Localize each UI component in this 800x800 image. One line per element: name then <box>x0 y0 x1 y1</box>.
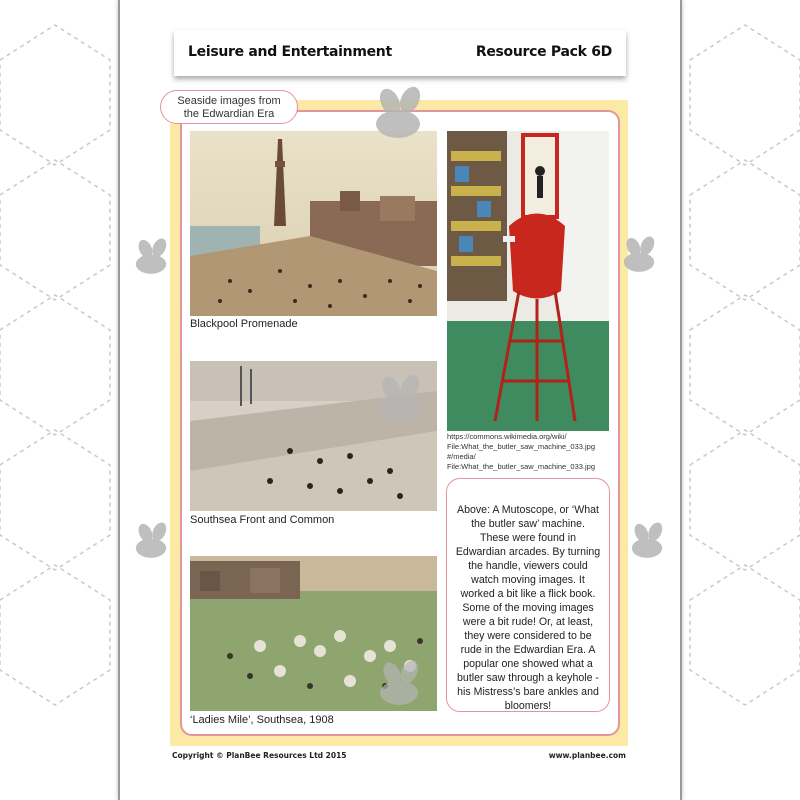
resource-pack-label: Resource Pack 6D <box>475 44 612 60</box>
mutoscope-description: Above: A Mutoscope, or ‘What the butler saw’ machine. These were found in Edwardian arcades. By turning the handle, viewers could watch moving images. It worked a bit like a flick book. Some of the moving images were a bit rude! Or, at least, they were considered to be rude in the Edwardian Era. A popular one showed what a butler saw through a keyhole - his Mistress’s bare ankles and bloomers! <box>455 504 601 712</box>
intro-label <box>160 90 298 124</box>
copyright-notice: Copyright © PlanBee Resources Ltd 2015 <box>172 751 347 760</box>
mutoscope-photo <box>447 131 609 431</box>
bee-watermark-icon <box>124 522 178 562</box>
url-line: https://commons.wikimedia.org/wiki/ <box>447 432 567 441</box>
image-source-url <box>447 432 627 472</box>
bee-watermark-icon <box>124 238 178 278</box>
url-line: #/media/ <box>447 452 476 461</box>
intro-line-1: Seaside images from <box>177 95 281 107</box>
mutoscope-description-box <box>446 478 610 712</box>
page-header <box>174 30 626 76</box>
bee-watermark-icon <box>612 236 666 276</box>
intro-line-2: the Edwardian Era <box>183 108 275 120</box>
bee-watermark-icon <box>364 374 434 428</box>
bee-watermark-icon <box>360 86 436 144</box>
bee-watermark-icon <box>620 522 674 562</box>
header-title: Leisure and Entertainment <box>188 44 392 60</box>
photo-caption: Southsea Front and Common <box>190 514 335 526</box>
bee-watermark-icon <box>366 660 432 710</box>
url-line: File:What_the_butler_saw_machine_033.jpg <box>447 462 596 471</box>
photo-caption: ‘Ladies Mile’, Southsea, 1908 <box>190 714 334 726</box>
blackpool-promenade-photo <box>190 131 437 316</box>
photo-caption: Blackpool Promenade <box>190 318 298 330</box>
website-link[interactable]: www.planbee.com <box>548 751 626 760</box>
url-line: File:What_the_butler_saw_machine_033.jpg <box>447 442 596 451</box>
